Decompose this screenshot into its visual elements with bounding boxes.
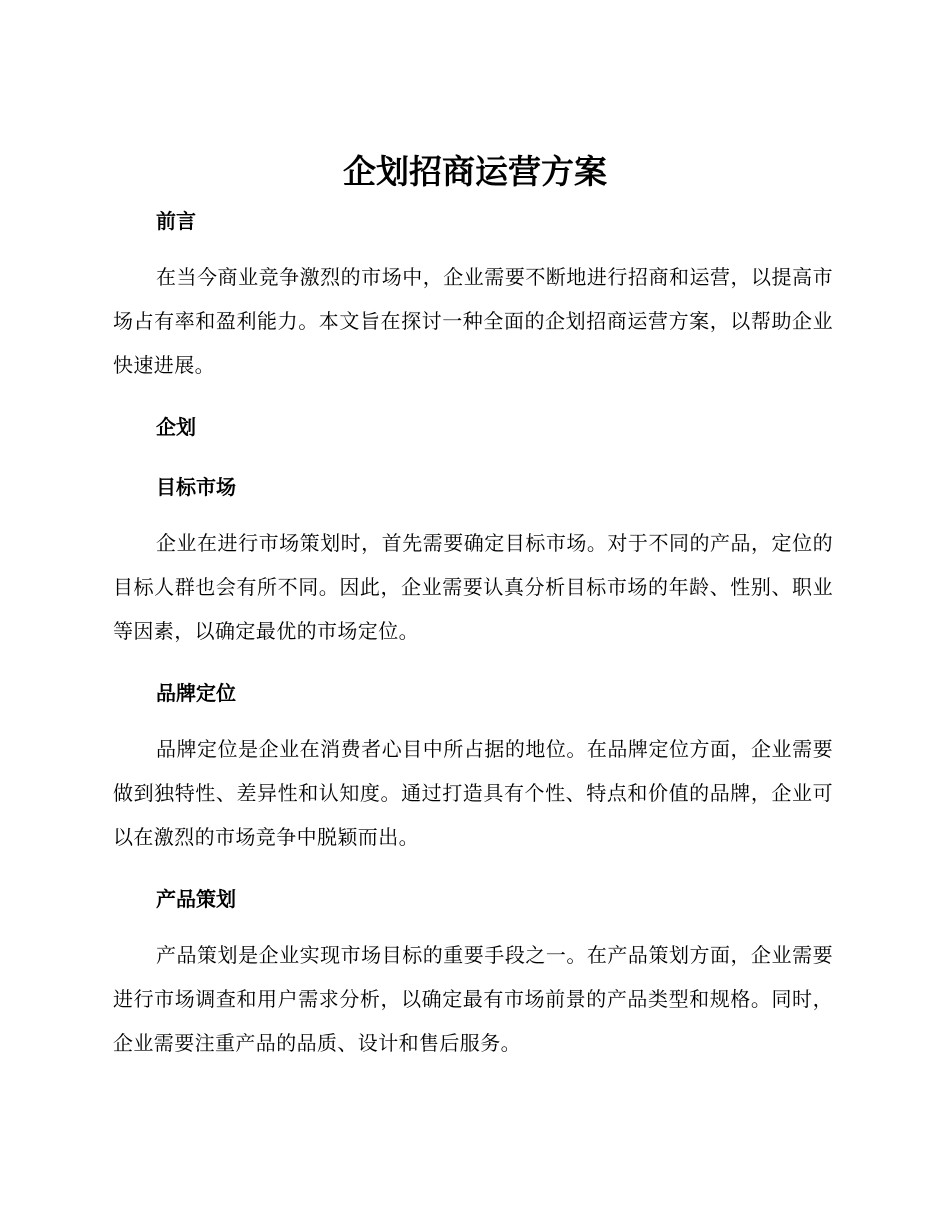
section-heading-target-market: 目标市场	[156, 475, 236, 499]
section-heading-brand-positioning: 品牌定位	[156, 681, 236, 705]
section-paragraph-product-planning: 产品策划是企业实现市场目标的重要手段之一。在产品策划方面，企业需要进行市场调查和用户需求分析，以确定最有市场前景的产品类型和规格。同时，企业需要注重产品的品质、设计和售后服务。	[113, 943, 833, 1055]
section-paragraph-preface: 在当今商业竞争激烈的市场中，企业需要不断地进行招商和运营，以提高市场占有率和盈利能力。本文旨在探讨一种全面的企划招商运营方案，以帮助企业快速进展。	[113, 265, 833, 377]
document-body	[113, 201, 833, 1065]
section-paragraph-brand-positioning: 品牌定位是企业在消费者心目中所占据的地位。在品牌定位方面，企业需要做到独特性、差异性和认知度。通过打造具有个性、特点和价值的品牌，企业可以在激烈的市场竞争中脱颖而出。	[113, 737, 833, 849]
section-heading-product-planning: 产品策划	[156, 887, 236, 911]
section-paragraph-target-market: 企业在进行市场策划时，首先需要确定目标市场。对于不同的产品，定位的目标人群也会有所不同。因此，企业需要认真分析目标市场的年龄、性别、职业等因素，以确定最优的市场定位。	[113, 531, 833, 643]
section-heading-preface: 前言	[156, 209, 196, 233]
document-title: 企划招商运营方案	[343, 152, 607, 191]
section-heading-planning: 企划	[156, 415, 196, 439]
